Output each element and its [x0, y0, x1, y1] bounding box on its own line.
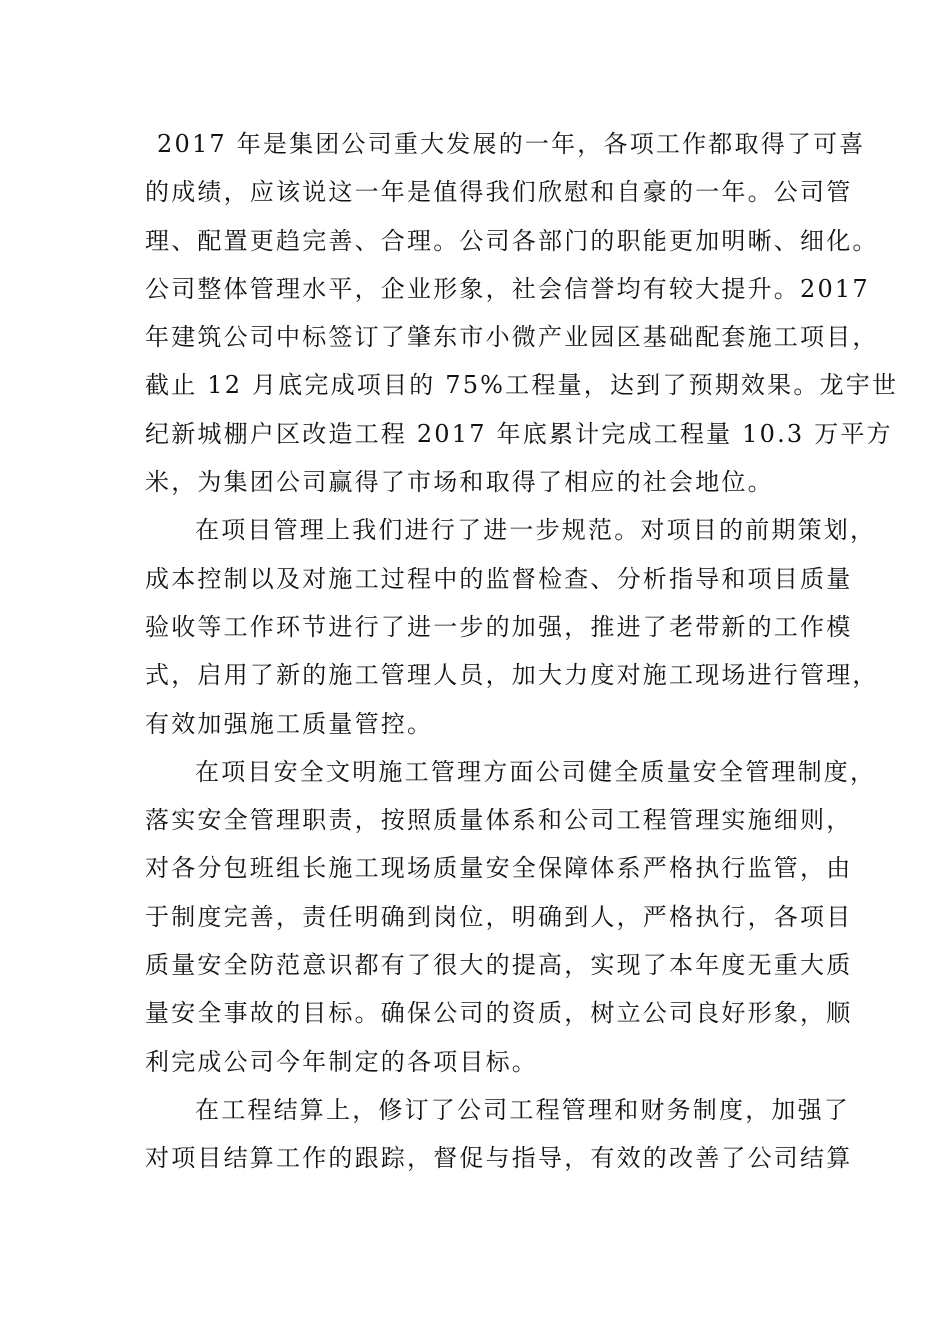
text-line: 米，为集团公司赢得了市场和取得了相应的社会地位。	[145, 468, 774, 497]
text-line: 有效加强施工质量管控。	[145, 709, 434, 738]
text-line: 对各分包班组长施工现场质量安全保障体系严格执行监管，由	[145, 854, 853, 883]
text-line: 截止 12 月底完成项目的 75%工程量，达到了预期效果。龙宇世	[145, 371, 899, 400]
text-line: 质量安全防范意识都有了很大的提高，实现了本年度无重大质	[145, 951, 853, 980]
text-line: 于制度完善，责任明确到岗位，明确到人，严格执行，各项目	[145, 902, 853, 931]
text-line: 在工程结算上，修订了公司工程管理和财务制度，加强了	[195, 1095, 850, 1124]
text-line: 成本控制以及对施工过程中的监督检查、分析指导和项目质量	[145, 564, 853, 593]
text-line: 对项目结算工作的跟踪，督促与指导，有效的改善了公司结算	[145, 1144, 853, 1173]
text-line: 落实安全管理职责，按照质量体系和公司工程管理实施细则，	[145, 806, 853, 835]
text-line: 量安全事故的目标。确保公司的资质，树立公司良好形象，顺	[145, 999, 853, 1028]
text-line: 的成绩，应该说这一年是值得我们欣慰和自豪的一年。公司管	[145, 178, 853, 207]
text-line: 在项目安全文明施工管理方面公司健全质量安全管理制度，	[195, 757, 877, 786]
text-line: 纪新城棚户区改造工程 2017 年底累计完成工程量 10.3 万平方	[145, 419, 893, 448]
text-line: 验收等工作环节进行了进一步的加强，推进了老带新的工作模	[145, 612, 853, 641]
text-line: 利完成公司今年制定的各项目标。	[145, 1047, 538, 1076]
paragraph-annual-summary	[145, 120, 899, 506]
text-line: 公司整体管理水平，企业形象，社会信誉均有较大提升。2017	[145, 274, 870, 303]
paragraph-safety-management	[145, 748, 877, 1086]
text-line: 理、配置更趋完善、合理。公司各部门的职能更加明晰、细化。	[145, 226, 879, 255]
document-page	[145, 120, 899, 1183]
text-line: 在项目管理上我们进行了进一步规范。对项目的前期策划，	[195, 516, 877, 545]
text-line: 式，启用了新的施工管理人员，加大力度对施工现场进行管理，	[145, 661, 879, 690]
paragraph-project-management	[145, 506, 879, 747]
text-line: 年建筑公司中标签订了肇东市小微产业园区基础配套施工项目，	[145, 323, 879, 352]
paragraph-settlement	[145, 1086, 853, 1183]
text-line: 2017 年是集团公司重大发展的一年，各项工作都取得了可喜	[157, 130, 866, 158]
